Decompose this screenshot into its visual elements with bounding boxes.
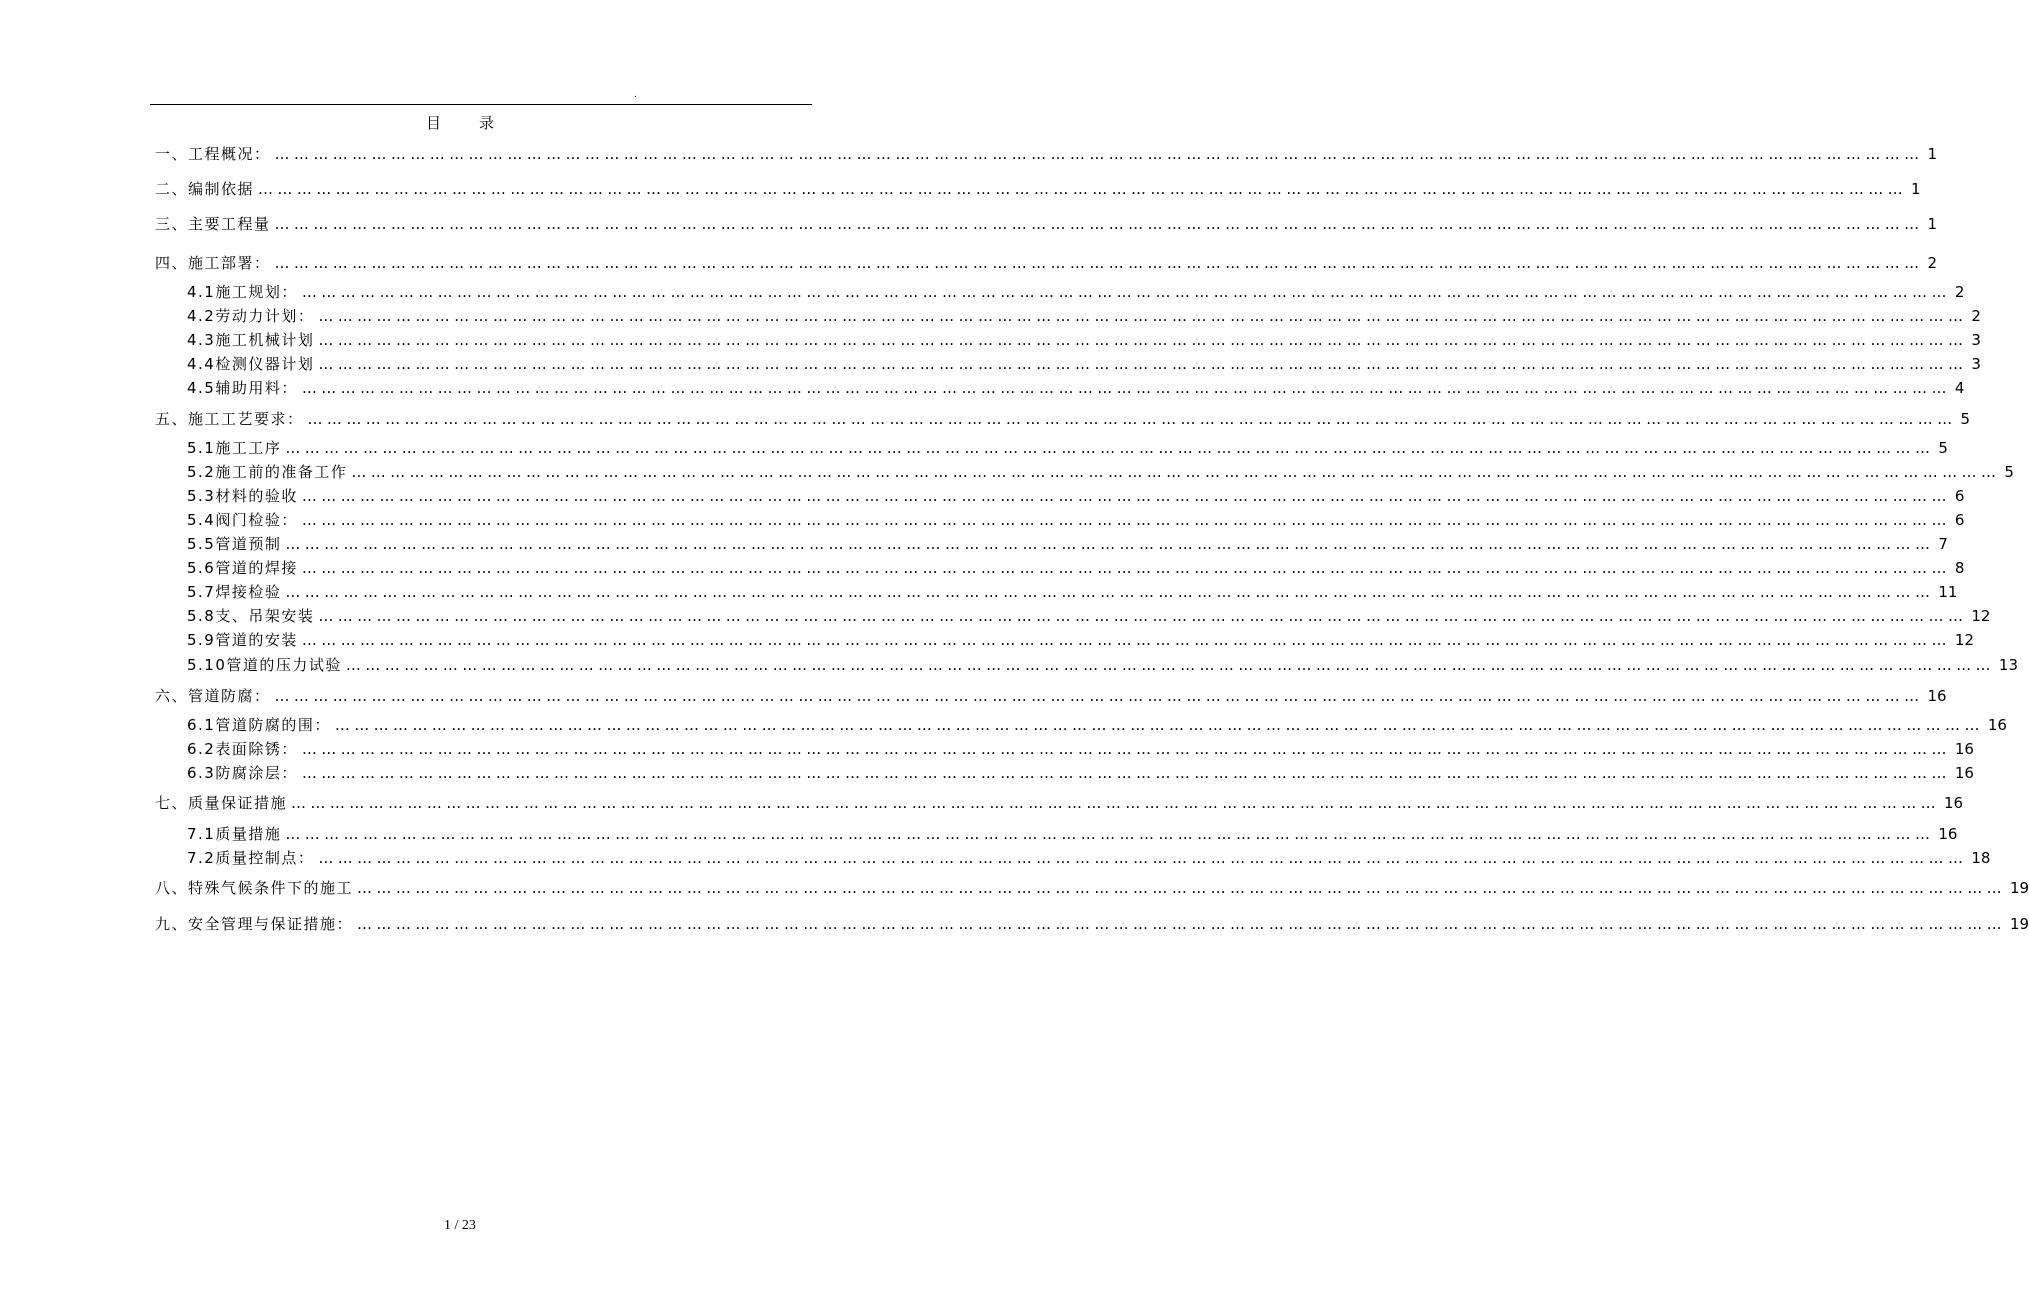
toc-page-number: 12 <box>1971 607 1991 625</box>
toc-subentry[interactable] <box>187 738 1974 760</box>
toc-page-number: 5 <box>2004 463 2014 481</box>
toc-subentry[interactable] <box>187 353 1981 375</box>
toc-page-number: 1 <box>1927 215 1938 233</box>
toc-entry[interactable] <box>155 178 1921 200</box>
toc-entry-label: 4.2劳动力计划： <box>187 307 315 325</box>
toc-subentry[interactable] <box>187 437 1948 459</box>
toc-subentry[interactable] <box>187 629 1974 651</box>
toc-subentry[interactable] <box>187 557 1965 579</box>
toc-entry-label: 5.10管道的压力试验 <box>187 656 342 674</box>
toc-leader-dots: ………………………………………………………………………………………………………………………………………………………………………………………………………………………………… <box>334 716 1984 734</box>
toc-leader-dots: ………………………………………………………………………………………………………………………………………………………………………………………………………………………………… <box>301 559 1951 577</box>
toc-entry-label: 5.2施工前的准备工作 <box>187 463 348 481</box>
toc-subentry[interactable] <box>187 847 1991 869</box>
toc-leader-dots: ………………………………………………………………………………………………………………………………………………………………………………………………………………………………… <box>318 355 1968 373</box>
toc-page-number: 5 <box>1960 410 1971 428</box>
toc-leader-dots: ………………………………………………………………………………………………………………………………………………………………………………………………………………………………… <box>274 687 1924 705</box>
toc-title: 目录 <box>425 114 532 132</box>
toc-entry[interactable] <box>155 213 1938 235</box>
toc-page-number: 1 <box>1927 145 1938 163</box>
toc-leader-dots: ………………………………………………………………………………………………………………………………………………………………………………………………………………………………… <box>301 764 1951 782</box>
toc-entry[interactable] <box>155 252 1938 274</box>
toc-page-number: 16 <box>1927 687 1947 705</box>
toc-entry-label: 5.5管道预制 <box>187 535 282 553</box>
toc-leader-dots: ………………………………………………………………………………………………………………………………………………………………………………………………………………………………… <box>318 607 1968 625</box>
toc-leader-dots: ………………………………………………………………………………………………………………………………………………………………………………………………………………………………… <box>318 849 1968 867</box>
toc-entry[interactable] <box>155 143 1938 165</box>
toc-entry[interactable] <box>155 913 2029 935</box>
toc-leader-dots: ………………………………………………………………………………………………………………………………………………………………………………………………………………………………… <box>274 145 1924 163</box>
toc-subentry[interactable] <box>187 762 1974 784</box>
toc-subentry[interactable] <box>187 605 1991 627</box>
toc-subentry[interactable] <box>187 509 1965 531</box>
toc-subentry[interactable] <box>187 581 1958 603</box>
toc-leader-dots: ………………………………………………………………………………………………………………………………………………………………………………………………………………………………… <box>345 656 1995 674</box>
toc-subentry[interactable] <box>187 377 1965 399</box>
toc-subentry[interactable] <box>187 485 1965 507</box>
toc-subentry[interactable] <box>187 823 1958 845</box>
toc-leader-dots: ………………………………………………………………………………………………………………………………………………………………………………………………………………………………… <box>357 879 2007 897</box>
toc-entry-label: 6.2表面除锈： <box>187 740 298 758</box>
toc-page-number: 6 <box>1954 487 1965 505</box>
toc-entry-label: 4.3施工机械计划 <box>187 331 315 349</box>
toc-page-number: 16 <box>1938 825 1958 843</box>
toc-subentry[interactable] <box>187 714 2007 736</box>
toc-leader-dots: ………………………………………………………………………………………………………………………………………………………………………………………………………………………………… <box>307 410 1957 428</box>
toc-leader-dots: ………………………………………………………………………………………………………………………………………………………………………………………………………………………………… <box>258 180 1908 198</box>
toc-entry-label: 6.1管道防腐的围： <box>187 716 331 734</box>
toc-entry-label: 二、编制依据 <box>155 180 255 198</box>
toc-entry-label: 7.1质量措施 <box>187 825 282 843</box>
toc-entry-label: 4.1施工规划： <box>187 283 298 301</box>
toc-entry-label: 5.7焊接检验 <box>187 583 282 601</box>
toc-page-number: 1 <box>1911 180 1921 198</box>
toc-leader-dots: ………………………………………………………………………………………………………………………………………………………………………………………………………………………………… <box>318 331 1968 349</box>
toc-subentry[interactable] <box>187 654 2018 676</box>
toc-page-number: 2 <box>1927 254 1938 272</box>
toc-entry-label: 六、管道防腐： <box>155 687 271 705</box>
toc-subentry[interactable] <box>187 533 1948 555</box>
toc-page-number: 16 <box>1954 764 1974 782</box>
toc-leader-dots: ………………………………………………………………………………………………………………………………………………………………………………………………………………………………… <box>274 215 1924 233</box>
toc-leader-dots: ………………………………………………………………………………………………………………………………………………………………………………………………………………………………… <box>357 915 2007 933</box>
toc-leader-dots: ………………………………………………………………………………………………………………………………………………………………………………………………………………………………… <box>285 535 1935 553</box>
toc-leader-dots: ………………………………………………………………………………………………………………………………………………………………………………………………………………………………… <box>301 631 1951 649</box>
toc-entry-label: 三、主要工程量 <box>155 215 271 233</box>
toc-entry[interactable] <box>155 792 1964 814</box>
toc-entry[interactable] <box>155 408 1971 430</box>
toc-leader-dots: ………………………………………………………………………………………………………………………………………………………………………………………………………………………………… <box>301 283 1951 301</box>
toc-page-number: 8 <box>1954 559 1965 577</box>
toc-entry-label: 5.3材料的验收 <box>187 487 298 505</box>
toc-entry-label: 4.5辅助用料： <box>187 379 298 397</box>
toc-page-number: 12 <box>1954 631 1974 649</box>
toc-leader-dots: ………………………………………………………………………………………………………………………………………………………………………………………………………………………………… <box>301 511 1951 529</box>
toc-page-number: 13 <box>1998 656 2018 674</box>
toc-page-number: 11 <box>1938 583 1958 601</box>
toc-page-number: 16 <box>1987 716 2007 734</box>
toc-subentry[interactable] <box>187 305 1981 327</box>
toc-entry-label: 5.1施工工序 <box>187 439 282 457</box>
toc-entry-label: 5.8支、吊架安装 <box>187 607 315 625</box>
toc-entry-label: 一、工程概况： <box>155 145 271 163</box>
toc-entry[interactable] <box>155 877 2029 899</box>
toc-leader-dots: ………………………………………………………………………………………………………………………………………………………………………………………………………………………………… <box>301 487 1951 505</box>
toc-page-number: 7 <box>1938 535 1948 553</box>
toc-leader-dots: ………………………………………………………………………………………………………………………………………………………………………………………………………………………………… <box>318 307 1968 325</box>
toc-entry-label: 5.6管道的焊接 <box>187 559 298 577</box>
toc-page-number: 3 <box>1971 331 1981 349</box>
header-mark: . <box>634 90 637 100</box>
toc-leader-dots: ………………………………………………………………………………………………………………………………………………………………………………………………………………………………… <box>301 740 1951 758</box>
toc-page-number: 4 <box>1954 379 1965 397</box>
toc-leader-dots: ………………………………………………………………………………………………………………………………………………………………………………………………………………………………… <box>285 825 1935 843</box>
toc-page-number: 19 <box>2010 879 2029 897</box>
toc-entry[interactable] <box>155 685 1947 707</box>
toc-page-number: 19 <box>2010 915 2029 933</box>
toc-leader-dots: ………………………………………………………………………………………………………………………………………………………………………………………………………………………………… <box>291 794 1941 812</box>
toc-entry-label: 6.3防腐涂层： <box>187 764 298 782</box>
toc-entry-label: 5.4阀门检验： <box>187 511 298 529</box>
toc-entry-label: 7.2质量控制点： <box>187 849 315 867</box>
toc-page-number: 16 <box>1954 740 1974 758</box>
toc-page-number: 5 <box>1938 439 1948 457</box>
toc-page-number: 2 <box>1954 283 1965 301</box>
toc-entry-label: 七、质量保证措施 <box>155 794 288 812</box>
toc-leader-dots: ………………………………………………………………………………………………………………………………………………………………………………………………………………………………… <box>274 254 1924 272</box>
toc-leader-dots: ………………………………………………………………………………………………………………………………………………………………………………………………………………………………… <box>301 379 1951 397</box>
toc-entry-label: 九、安全管理与保证措施： <box>155 915 354 933</box>
toc-page-number: 16 <box>1944 794 1964 812</box>
toc-page-number: 18 <box>1971 849 1991 867</box>
toc-leader-dots: ………………………………………………………………………………………………………………………………………………………………………………………………………………………………… <box>285 583 1935 601</box>
toc-leader-dots: ………………………………………………………………………………………………………………………………………………………………………………………………………………………………… <box>285 439 1935 457</box>
toc-page-number: 6 <box>1954 511 1965 529</box>
toc-subentry[interactable] <box>187 461 2014 483</box>
toc-entry-label: 五、施工工艺要求： <box>155 410 304 428</box>
toc-entry-label: 八、特殊气候条件下的施工 <box>155 879 354 897</box>
toc-subentry[interactable] <box>187 329 1981 351</box>
toc-page-number: 3 <box>1971 355 1981 373</box>
toc-subentry[interactable] <box>187 281 1965 303</box>
toc-leader-dots: ………………………………………………………………………………………………………………………………………………………………………………………………………………………………… <box>351 463 2001 481</box>
toc-page-number: 2 <box>1971 307 1981 325</box>
header-rule <box>150 104 812 105</box>
toc-entry-label: 5.9管道的安装 <box>187 631 298 649</box>
toc-entry-label: 四、施工部署： <box>155 254 271 272</box>
toc-entry-label: 4.4检测仪器计划 <box>187 355 315 373</box>
page-indicator: 1 / 23 <box>444 1218 476 1233</box>
